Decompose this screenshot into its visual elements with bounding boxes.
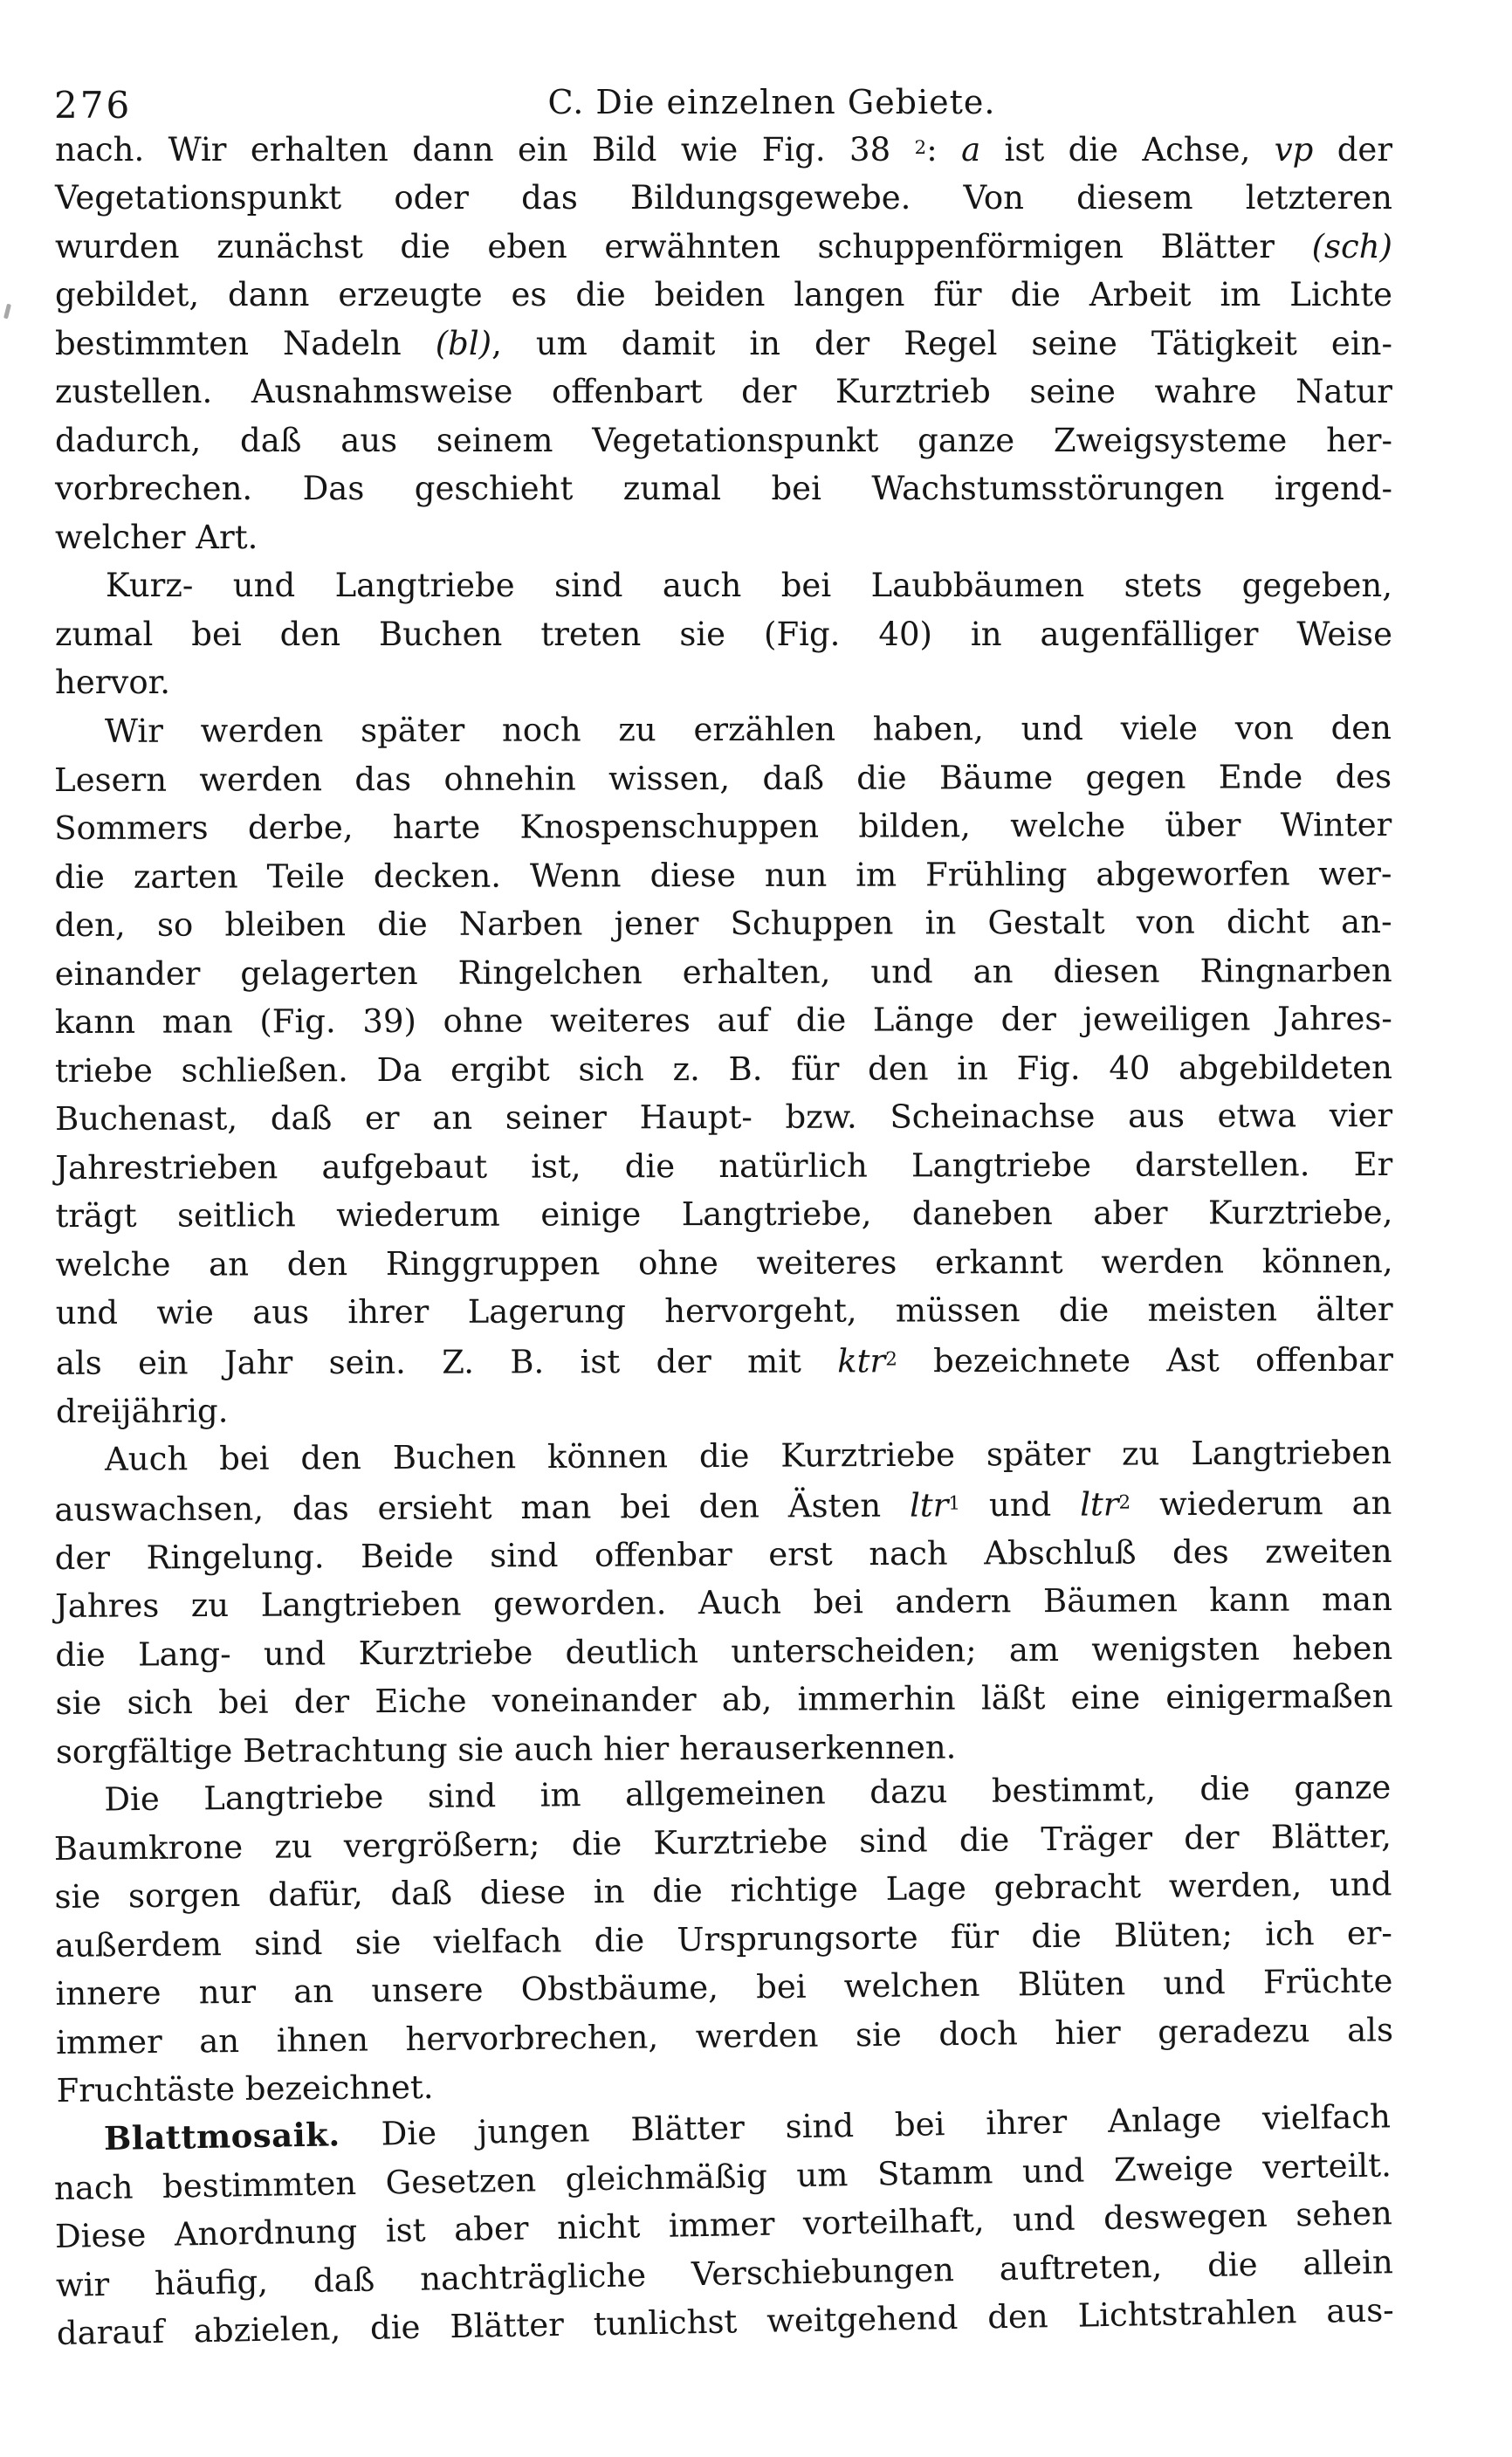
- text-line: darauf abzielen, die Blätter tunlichst weitgehend den Lichtstrahlen aus-: [56, 2291, 1395, 2352]
- paragraph: [53, 1764, 1394, 2116]
- text-line: einander gelagerten Ringelchen erhalten, und an diesen Ringnarben: [54, 951, 1392, 993]
- text-line: die zarten Teile decken. Wenn diese nun im Frühling abgeworfen wer-: [54, 854, 1392, 896]
- text-line: Auch bei den Buchen können die Kurztriebe später zu Langtrieben: [105, 1434, 1392, 1478]
- text-line: Die Langtriebe sind im allgemeinen dazu bestimmt, die ganze: [104, 1768, 1392, 1819]
- text-line: welcher Art.: [55, 518, 258, 556]
- running-header: C. Die einzelnen Gebiete.: [547, 83, 996, 121]
- paragraph: [53, 2092, 1395, 2357]
- text-line: den, so bleiben die Narben jener Schuppen in Gestalt von dicht an-: [54, 902, 1392, 944]
- text-line: Vegetationspunkt oder das Bildungsgewebe. Von diesem letzteren: [55, 179, 1392, 217]
- paragraph: [55, 124, 1392, 561]
- text-line: Kurz- und Langtriebe sind auch bei Laubbäumen stets gegeben,: [106, 567, 1392, 605]
- text-line: dadurch, daß aus seinem Vegetationspunkt ganze Zweigsysteme her-: [55, 421, 1392, 459]
- text-line: zumal bei den Buchen treten sie (Fig. 40) in augenfälliger Weise: [55, 615, 1392, 653]
- text-line: als ein Jahr sein. Z. B. ist der mit ktr$^2$ bezeichnete Ast offenbar: [55, 1340, 1393, 1382]
- text-line: innere nur an unsere Obstbäume, bei welchen Blüten und Früchte: [55, 1962, 1393, 2013]
- text-line: nach. Wir erhalten dann ein Bild wie Fig. 38 $^2$: a ist die Achse, vp der: [55, 130, 1393, 169]
- text-line: Fruchtäste bezeichnet.: [56, 2068, 434, 2110]
- text-line: hervor.: [55, 664, 170, 702]
- text-line: der Ringelung. Beide sind offenbar erst nach Abschluß des zweiten: [54, 1531, 1392, 1577]
- text-line: Jahrestrieben aufgebaut ist, die natürlich Langtriebe darstellen. Er: [55, 1145, 1393, 1187]
- text-line: auswachsen, das ersieht man bei den Ästen ltr$^1$ und ltr$^2$ wiederum an: [54, 1483, 1392, 1529]
- text-line: sie sich bei der Eiche voneinander ab, immerhin läßt eine einigermaßen: [55, 1677, 1393, 1723]
- text-line: die Lang- und Kurztriebe deutlich unterscheiden; am wenigsten heben: [55, 1628, 1393, 1674]
- text-line: sie sorgen dafür, daß diese in die richtige Lage gebracht werden, und: [54, 1865, 1392, 1917]
- text-line: Lesern werden das ohnehin wissen, daß die Bäume gegen Ende des: [54, 757, 1392, 799]
- text-line: Jahres zu Langtrieben geworden. Auch bei andern Bäumen kann man: [54, 1580, 1393, 1626]
- text-line: wurden zunächst die eben erwähnten schuppenförmigen Blätter (sch): [55, 227, 1392, 265]
- text-line: trägt seitlich wiederum einige Langtriebe, daneben aber Kurztriebe,: [55, 1193, 1393, 1235]
- text-line: wir häufig, daß nachträgliche Verschiebungen auftreten, die allein: [55, 2242, 1394, 2304]
- text-line: bestimmten Nadeln (bl), um damit in der Regel seine Tätigkeit ein-: [55, 324, 1392, 362]
- text-line: triebe schließen. Da ergibt sich z. B. für den in Fig. 40 abgebildeten: [54, 1048, 1393, 1090]
- text-line: vorbrechen. Das geschieht zumal bei Wachstumsstörungen irgend-: [55, 470, 1392, 508]
- text-line: nach bestimmten Gesetzen gleichmäßig um Stamm und Zweige verteilt.: [53, 2145, 1392, 2207]
- page-number: 276: [54, 84, 133, 127]
- paragraph: [54, 1428, 1393, 1776]
- text-line: sorgfältige Betrachtung sie auch hier herauserkennen.: [55, 1728, 957, 1771]
- paragraph: [55, 561, 1392, 707]
- text-line: Buchenast, daß er an seiner Haupt- bzw. Scheinachse aus etwa vier: [55, 1096, 1393, 1138]
- text-line: welche an den Ringgruppen ohne weiteres erkannt werden können,: [55, 1242, 1393, 1284]
- text-line: immer an ihnen hervorbrechen, werden sie doch hier geradezu als: [55, 2011, 1394, 2061]
- paragraph: [54, 704, 1393, 1435]
- text-line: kann man (Fig. 39) ohne weiteres auf die Länge der jeweiligen Jahres-: [54, 999, 1392, 1041]
- text-line: und wie aus ihrer Lagerung hervorgeht, müssen die meisten älter: [55, 1290, 1393, 1332]
- text-line: gebildet, dann erzeugte es die beiden langen für die Arbeit im Lichte: [55, 276, 1392, 314]
- text-line: dreijährig.: [55, 1392, 229, 1430]
- text-line: zustellen. Ausnahmsweise offenbart der Kurztrieb seine wahre Natur: [55, 373, 1392, 411]
- text-line: Sommers derbe, harte Knospenschuppen bilden, welche über Winter: [54, 805, 1392, 847]
- text-line: Baumkrone zu vergrößern; die Kurztriebe sind die Träger der Blätter,: [53, 1817, 1392, 1868]
- text-line: außerdem sind sie vielfach die Ursprungsorte für die Blüten; ich er-: [54, 1914, 1393, 1965]
- text-line: Blattmosaik. Die jungen Blätter sind bei ihrer Anlage vielfach: [103, 2097, 1392, 2158]
- text-line: Wir werden später noch zu erzählen haben, und viele von den: [104, 708, 1392, 750]
- body-text: [53, 124, 1395, 2357]
- text-line: Diese Anordnung ist aber nicht immer vorteilhaft, und deswegen sehen: [54, 2194, 1393, 2255]
- scan-speckle: [3, 304, 11, 320]
